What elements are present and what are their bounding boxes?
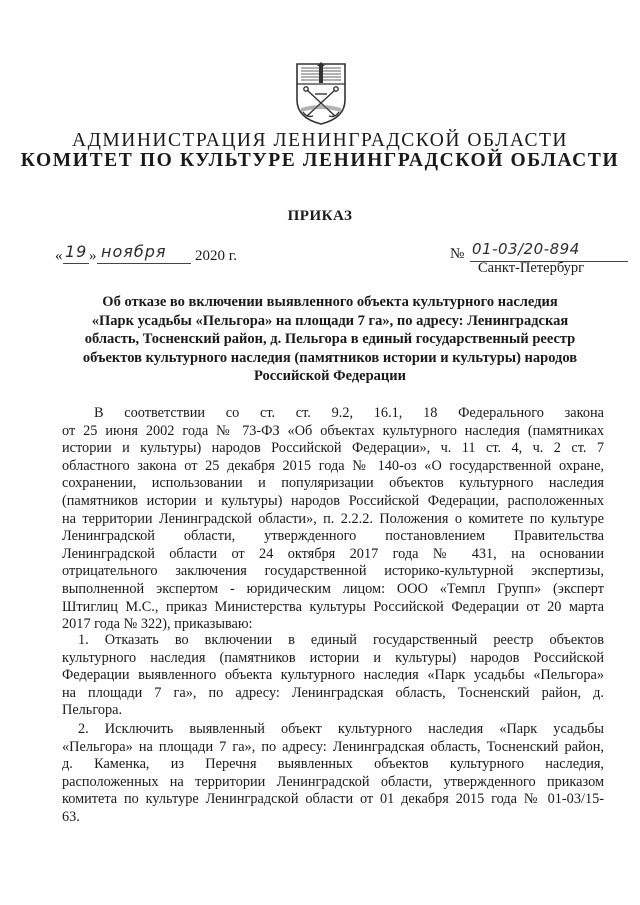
text-line: В соответствии со ст. ст. 9.2, 16.1, 18 Федерального закона (94, 405, 604, 421)
date-open-quote: « (55, 248, 63, 264)
text-line: Ленинградской области, утвержденного постановлением Правительства (62, 528, 604, 545)
order-item-1 (62, 632, 604, 720)
title-line: Об отказе во включении выявленного объекта культурного наследия (102, 294, 558, 310)
text-line: выполненной экспертом - юридическим лицом: ООО «Темпл Групп» (эксперт (62, 580, 604, 597)
text-line: (памятников истории и культуры) народов Российской Федерации, расположенных (62, 492, 604, 509)
text-line: комитета по культуре Ленинградской области от 01 декабря 2015 года № 01-03/15- (62, 791, 604, 808)
date-day-handwritten: 19 (65, 242, 88, 261)
text-line: истории и культуры) народов Российской Федерации», ч. 11 ст. 4, ч. 2 ст. 7 (62, 440, 604, 457)
text-line: 63. (62, 808, 80, 825)
text-line: «Пельгора» на площади 7 га», по адресу: Ленинградская область, Тосненский район, (62, 738, 604, 755)
number-handwritten: 01-03/20-894 (472, 240, 580, 258)
text-line: 2017 года № 322), приказываю: (62, 616, 253, 633)
text-line: областного закона от 25 декабря 2015 года № 140-оз «О государственной охране, (62, 457, 604, 474)
text-line: сохранении, использовании и популяризации объектов культурного наследия (62, 475, 604, 492)
text-line: расположенных на территории Ленинградской области, утвержденного приказом (62, 773, 604, 790)
document-city: Санкт-Петербург (478, 260, 585, 276)
title-line: «Парк усадьбы «Пельгора» на площади 7 га», по адресу: Ленинградская (91, 312, 569, 329)
date-close-quote: » (89, 248, 97, 264)
document-title (60, 293, 600, 386)
organization-name: АДМИНИСТРАЦИЯ ЛЕНИНГРАДСКОЙ ОБЛАСТИ (72, 130, 568, 151)
document-type: ПРИКАЗ (287, 208, 353, 224)
leningrad-oblast-coat-of-arms-icon (293, 62, 349, 126)
text-line: на площади 7 га», по адресу: Ленинградская область, Тосненский район, д. (62, 684, 604, 701)
title-line: Российской Федерации (253, 368, 406, 384)
order-item-2 (62, 721, 604, 827)
text-line: культурного наследия (памятников истории и культуры) народов Российской (62, 649, 604, 666)
text-line: д. Каменка, из Перечня выявленных объектов культурного наследия, (62, 756, 604, 773)
text-line: Федерации выявленного объекта культурного наследия «Парк усадьбы «Пельгора» (62, 667, 604, 684)
date-month-handwritten: ноября (101, 242, 167, 261)
text-line: отрицательного заключения государственной историко-культурной экспертизы, (62, 563, 604, 580)
committee-name: КОМИТЕТ ПО КУЛЬТУРЕ ЛЕНИНГРАДСКОЙ ОБЛАСТИ (20, 150, 620, 171)
document-date (55, 244, 255, 270)
date-year: 2020 г. (195, 248, 237, 264)
text-line: 1. Отказать во включении в единый государственный реестр объектов (78, 632, 604, 648)
text-line: от 25 июня 2002 года № 73-ФЗ «Об объектах культурного наследия (памятниках (62, 422, 604, 439)
number-sign: № (450, 246, 465, 262)
text-line: Ленинградской области от 24 октября 2017 года № 431, на основании (62, 545, 604, 562)
text-line: на территории Ленинградской области», п. 2.2.2. Положения о комитете по культуре (62, 510, 604, 527)
date-day-underline (63, 263, 89, 264)
date-month-underline (97, 263, 191, 264)
title-line: область, Тосненский район, д. Пельгора в единый государственный реестр (84, 331, 576, 347)
text-line: Штиглиц М.С., приказ Министерства культуры Российской Федерации от 20 марта (62, 598, 604, 615)
preamble-paragraph (62, 405, 604, 634)
text-line: Пельгора. (62, 702, 123, 719)
text-line: 2. Исключить выявленный объект культурного наследия «Парк усадьбы (78, 721, 604, 737)
title-line: объектов культурного наследия (памятников истории и культуры) народов (82, 349, 578, 366)
